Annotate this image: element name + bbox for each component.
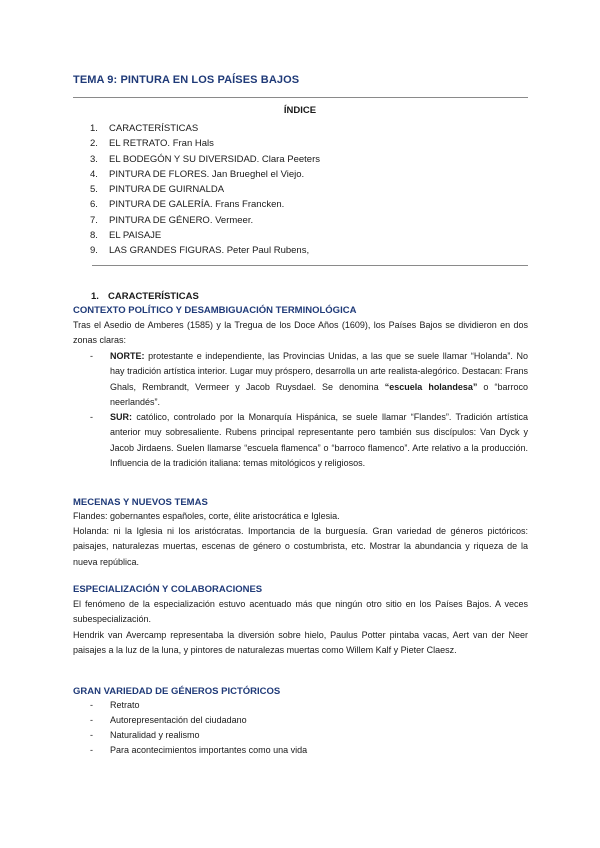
bullet-item-sur: - SUR: católico, controlado por la Monarquía Hispánica, se suele llamar “Flandes”. Tradición artística anterior muy sobresaliente. Rubens principal representante pero también sus discípulos: Van Dyck y Jacob Jirdaens. Suelen llamarse “escuela flamenca” o “barroco flamenco”. Arte relativo a la producción. Influencia de la tradición italiana: temas mitológicos y religiosos. [90, 412, 528, 468]
list-item: - Retrato [90, 700, 140, 710]
index-item: 9. LAS GRANDES FIGURAS. Peter Paul Rubens, [90, 245, 310, 257]
index-heading: ÍNDICE [283, 105, 317, 116]
list-item: - Autorepresentación del ciudadano [90, 715, 247, 725]
chapter-heading: 1. CARACTERÍSTICAS [91, 291, 199, 302]
section-heading: MECENAS Y NUEVOS TEMAS [73, 497, 208, 508]
index-item: 4. PINTURA DE FLORES. Jan Brueghel el Viejo. [90, 168, 305, 180]
index-item: 1. CARACTERÍSTICAS [90, 123, 199, 134]
index-list [90, 121, 320, 259]
section-heading: CONTEXTO POLÍTICO Y DESAMBIGUACIÓN TERMINOLÓGICA [73, 305, 357, 316]
section-heading: GRAN VARIEDAD DE GÉNEROS PICTÓRICOS [73, 686, 281, 697]
paragraph: Hendrik van Avercamp representaba la diversión sobre hielo, Paulus Potter pintaba vacas, Aert van der Neer paisajes a la luz de la luna, y pintores de naturalezas muertas como Willem Kalf y Pieter Claesz. [73, 630, 528, 656]
document-title: TEMA 9: PINTURA EN LOS PAÍSES BAJOS [73, 74, 300, 86]
section-heading: ESPECIALIZACIÓN Y COLABORACIONES [73, 584, 263, 595]
index-divider [92, 265, 528, 266]
bullet-item-norte: - NORTE: protestante e independiente, las Provincias Unidas, a las que se suele llamar “Holanda”. No hay tradición artística interior. Lugar muy próspero, desarrolla un arte realista-alegórico. Destacan: Frans Ghals, Rembrandt, Vermeer y Jacob Ruysdael. Se denomina “escuela holandesa” o “barroco neerlandés”. [90, 351, 529, 407]
list-item: - Naturalidad y realismo [90, 730, 200, 740]
index-item: 6. PINTURA DE GALERÍA. Frans Francken. [90, 199, 285, 211]
index-item: 8. EL PAISAJE [90, 230, 162, 242]
paragraph: Holanda: ni la Iglesia ni los aristócratas. Importancia de la burguesía. Gran variedad de géneros pictóricos: paisajes, naturalezas muertas, escenas de género o costumbrista, etc. Mostrar la abundancia y riqueza de la nueva república. [73, 526, 528, 567]
index-item: 7. PINTURA DE GÉNERO. Vermeer. [90, 214, 254, 226]
list-item: - Para acontecimientos importantes como una vida [90, 745, 308, 755]
index-item: 3. EL BODEGÓN Y SU DIVERSIDAD. Clara Peeters [90, 153, 321, 165]
title-divider [73, 97, 528, 98]
index-item: 5. PINTURA DE GUIRNALDA [90, 184, 225, 196]
index-item: 2. EL RETRATO. Fran Hals [90, 138, 214, 150]
paragraph: El fenómeno de la especialización estuvo acentuado más que ningún otro sitio en los Países Bajos. A veces subespecialización. [73, 599, 528, 625]
paragraph: Tras el Asedio de Amberes (1585) y la Tregua de los Doce Años (1609), los Países Bajos se dividieron en dos zonas claras: [73, 320, 528, 346]
paragraph: Flandes: gobernantes españoles, corte, élite aristocrática e Iglesia. [73, 511, 340, 521]
